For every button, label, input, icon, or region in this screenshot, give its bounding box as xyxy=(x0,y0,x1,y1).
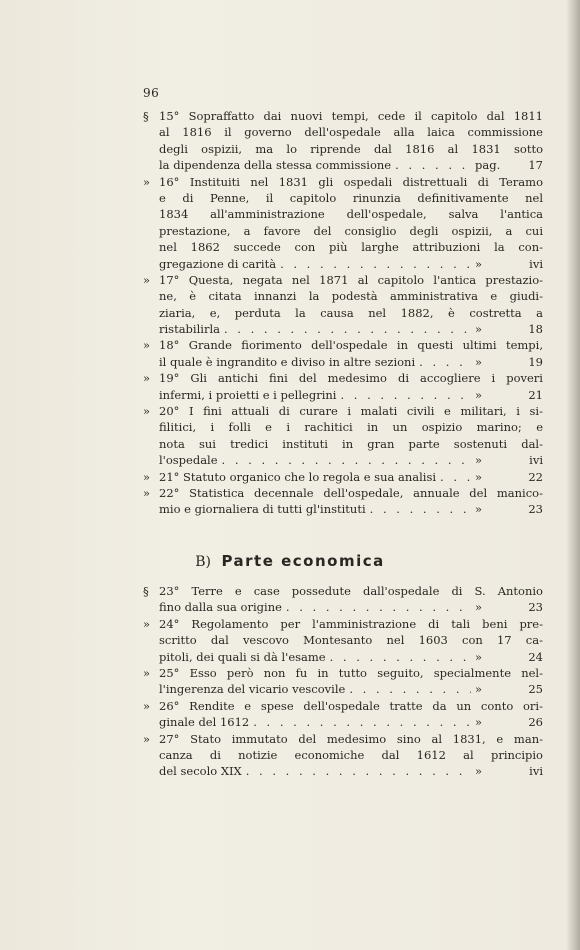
entry-line xyxy=(159,321,543,337)
entry-line xyxy=(159,174,543,190)
entry-line xyxy=(159,305,543,321)
entry-mark: » xyxy=(143,665,151,680)
page-reference xyxy=(471,501,543,517)
page-reference xyxy=(471,681,543,697)
toc-entry xyxy=(143,337,543,370)
entry-line xyxy=(159,583,543,599)
entry-text: l'ospedale xyxy=(159,453,218,468)
leader-dots xyxy=(336,387,471,403)
page-ref-prefix: » xyxy=(475,354,483,369)
section-heading xyxy=(0,552,580,570)
entry-line xyxy=(159,436,543,452)
section-letter: B) xyxy=(195,554,211,570)
entry-line xyxy=(159,747,543,763)
entry-text: l'ingerenza del vicario vescovile xyxy=(159,682,346,697)
entry-text: canza di notizie economiche dal 1612 al principio xyxy=(159,747,543,762)
page-ref-number: 25 xyxy=(528,682,543,697)
page-ref-prefix: » xyxy=(475,469,483,484)
toc-entry xyxy=(143,108,543,174)
entry-line xyxy=(159,223,543,239)
page-ref-prefix: » xyxy=(475,453,483,468)
leader-dots xyxy=(249,714,471,730)
entry-line xyxy=(159,469,543,485)
entry-text: 20° I fini attuali di curare i malati civili e militari, i si- xyxy=(159,404,543,419)
toc-entry xyxy=(143,403,543,469)
toc-section-a xyxy=(143,108,543,518)
page-ref-number: 23 xyxy=(528,600,543,615)
page-ref-number: 17 xyxy=(528,158,543,173)
entry-line xyxy=(159,272,543,288)
entry-line xyxy=(159,124,543,140)
page-ref-number: ivi xyxy=(529,453,543,468)
entry-text: nel 1862 succede con più larghe attribuzioni la con- xyxy=(159,240,543,255)
entry-line xyxy=(159,337,543,353)
page-ref-number: 24 xyxy=(528,649,543,664)
entry-line xyxy=(159,288,543,304)
entry-text: 27° Stato immutato del medesimo sino al 1831, e man- xyxy=(159,731,543,746)
entry-text: la dipendenza della stessa commissione xyxy=(159,158,392,173)
page-reference xyxy=(471,321,543,337)
entry-text: 25° Esso però non fu in tutto seguito, specialmente nel- xyxy=(159,665,543,680)
entry-line xyxy=(159,354,543,370)
leader-dots xyxy=(391,157,471,173)
page-number: 96 xyxy=(143,86,160,100)
entry-line xyxy=(159,485,543,501)
entry-text: ne, è citata innanzi la podestà amministrativa e giudi- xyxy=(159,289,543,304)
entry-line xyxy=(159,501,543,517)
entry-line xyxy=(159,681,543,697)
page-ref-prefix: » xyxy=(475,682,483,697)
entry-mark: » xyxy=(143,371,151,386)
entry-line xyxy=(159,141,543,157)
entry-line xyxy=(159,239,543,255)
page-reference xyxy=(471,387,543,403)
toc-entry xyxy=(143,583,543,616)
entry-text: degli ospizii, ma lo riprende dal 1816 al 1831 sotto xyxy=(159,141,543,156)
entry-mark: » xyxy=(143,698,151,713)
entry-text: ziaria, e, perduta la causa nel 1882, è costretta a xyxy=(159,305,543,320)
page-ref-number: ivi xyxy=(529,764,543,779)
entry-mark: § xyxy=(143,109,149,123)
page-reference xyxy=(471,714,543,730)
toc-entry xyxy=(143,272,543,338)
entry-line xyxy=(159,649,543,665)
page-ref-number: 26 xyxy=(528,715,543,730)
toc-entry xyxy=(143,469,543,485)
entry-text: 15° Sopraffatto dai nuovi tempi, cede il capitolo dal 1811 xyxy=(159,109,543,123)
leader-dots xyxy=(345,681,471,697)
entry-mark: » xyxy=(143,338,151,353)
entry-line xyxy=(159,698,543,714)
page-ref-prefix: » xyxy=(475,322,483,337)
entry-line xyxy=(159,387,543,403)
entry-line xyxy=(159,616,543,632)
entry-line xyxy=(159,714,543,730)
entry-text: il quale è ingrandito e diviso in altre sezioni xyxy=(159,354,416,369)
page-ref-prefix: » xyxy=(475,600,483,615)
page-reference xyxy=(471,599,543,615)
entry-line xyxy=(159,632,543,648)
page-ref-prefix: » xyxy=(475,256,483,271)
leader-dots xyxy=(242,763,471,779)
toc-entry xyxy=(143,370,543,403)
entry-text: 24° Regolamento per l'amministrazione di tali beni pre- xyxy=(159,616,543,631)
page-ref-prefix: » xyxy=(475,764,483,779)
page-reference xyxy=(471,763,543,779)
entry-line xyxy=(159,731,543,747)
entry-line xyxy=(159,419,543,435)
page-ref-number: 19 xyxy=(528,354,543,369)
page-ref-prefix: » xyxy=(475,649,483,664)
page-reference xyxy=(471,354,543,370)
entry-text: pitoli, dei quali si dà l'esame xyxy=(159,649,326,664)
entry-line xyxy=(159,370,543,386)
entry-mark: » xyxy=(143,469,151,484)
entry-line xyxy=(159,403,543,419)
leader-dots xyxy=(436,469,471,485)
toc-entry xyxy=(143,665,543,698)
page-ref-number: 22 xyxy=(528,469,543,484)
entry-text: gregazione di carità xyxy=(159,256,277,271)
entry-text: 18° Grande fiorimento dell'ospedale in questi ultimi tempi, xyxy=(159,338,543,353)
entry-line xyxy=(159,665,543,681)
toc-entry xyxy=(143,698,543,731)
entry-mark: » xyxy=(143,616,151,631)
entry-text: e di Penne, il capitolo rinunzia definitivamente nel xyxy=(159,190,543,205)
entry-text: ristabilirla xyxy=(159,322,220,337)
entry-line xyxy=(159,763,543,779)
toc-entry xyxy=(143,616,543,665)
entry-line xyxy=(159,108,543,124)
entry-text: 21° Statuto organico che lo regola e sua analisi xyxy=(159,469,437,484)
entry-text: 16° Instituiti nel 1831 gli ospedali distrettuali di Teramo xyxy=(159,174,543,189)
entry-text: fino dalla sua origine xyxy=(159,600,282,615)
entry-line xyxy=(159,452,543,468)
entry-text: del secolo XIX xyxy=(159,764,242,779)
entry-line xyxy=(159,256,543,272)
entry-text: 22° Statistica decennale dell'ospedale, annuale del manico- xyxy=(159,485,543,500)
page-reference xyxy=(471,452,543,468)
entry-text: filitici, i folli e i rachitici in un ospizio marino; e xyxy=(159,420,543,435)
entry-line xyxy=(159,190,543,206)
page-reference xyxy=(471,157,543,173)
entry-mark: » xyxy=(143,731,151,746)
entry-text: 17° Questa, negata nel 1871 al capitolo l'antica prestazio- xyxy=(159,272,543,287)
toc-entry xyxy=(143,731,543,780)
page-ref-number: 18 xyxy=(528,322,543,337)
entry-line xyxy=(159,206,543,222)
entry-text: nota sui tredici instituti in gran parte sostenuti dal- xyxy=(159,436,543,451)
page-ref-number: ivi xyxy=(529,256,543,271)
page-ref-number: 21 xyxy=(528,387,543,402)
leader-dots xyxy=(326,649,471,665)
leader-dots xyxy=(282,599,471,615)
entry-mark: » xyxy=(143,404,151,419)
entry-text: ginale del 1612 xyxy=(159,715,250,730)
entry-line xyxy=(159,157,543,173)
entry-text: infermi, i proietti e i pellegrini xyxy=(159,387,337,402)
entry-text: mio e giornaliera di tutti gl'instituti xyxy=(159,502,366,517)
page-ref-prefix: » xyxy=(475,502,483,517)
entry-text: scritto dal vescovo Montesanto nel 1603 con 17 ca- xyxy=(159,633,543,648)
leader-dots xyxy=(220,321,471,337)
entry-text: 1834 all'amministrazione dell'ospedale, salva l'antica xyxy=(159,207,543,222)
entry-text: al 1816 il governo dell'ospedale alla laica commissione xyxy=(159,125,543,140)
page-ref-prefix: » xyxy=(475,715,483,730)
leader-dots xyxy=(218,452,471,468)
entry-mark: » xyxy=(143,485,151,500)
toc-entry xyxy=(143,174,543,272)
entry-line xyxy=(159,599,543,615)
leader-dots xyxy=(276,256,471,272)
page-ref-prefix: » xyxy=(475,387,483,402)
page-reference xyxy=(471,649,543,665)
entry-text: 23° Terre e case possedute dall'ospedale di S. Antonio xyxy=(159,584,543,598)
leader-dots xyxy=(415,354,471,370)
entry-text: 26° Rendite e spese dell'ospedale tratte da un conto ori- xyxy=(159,698,543,713)
toc-entry xyxy=(143,485,543,518)
entry-text: prestazione, a favore del consiglio degli ospizii, a cui xyxy=(159,223,543,238)
page-ref-prefix: pag. xyxy=(475,158,501,173)
entry-text: 19° Gli antichi fini del medesimo di accogliere i poveri xyxy=(159,371,543,386)
entry-mark: § xyxy=(143,584,149,598)
leader-dots xyxy=(366,501,471,517)
page-ref-number: 23 xyxy=(528,502,543,517)
page-reference xyxy=(471,469,543,485)
entry-mark: » xyxy=(143,272,151,287)
entry-mark: » xyxy=(143,174,151,189)
page-reference xyxy=(471,256,543,272)
toc-section-b xyxy=(143,583,543,780)
section-title: Parte economica xyxy=(221,552,385,570)
